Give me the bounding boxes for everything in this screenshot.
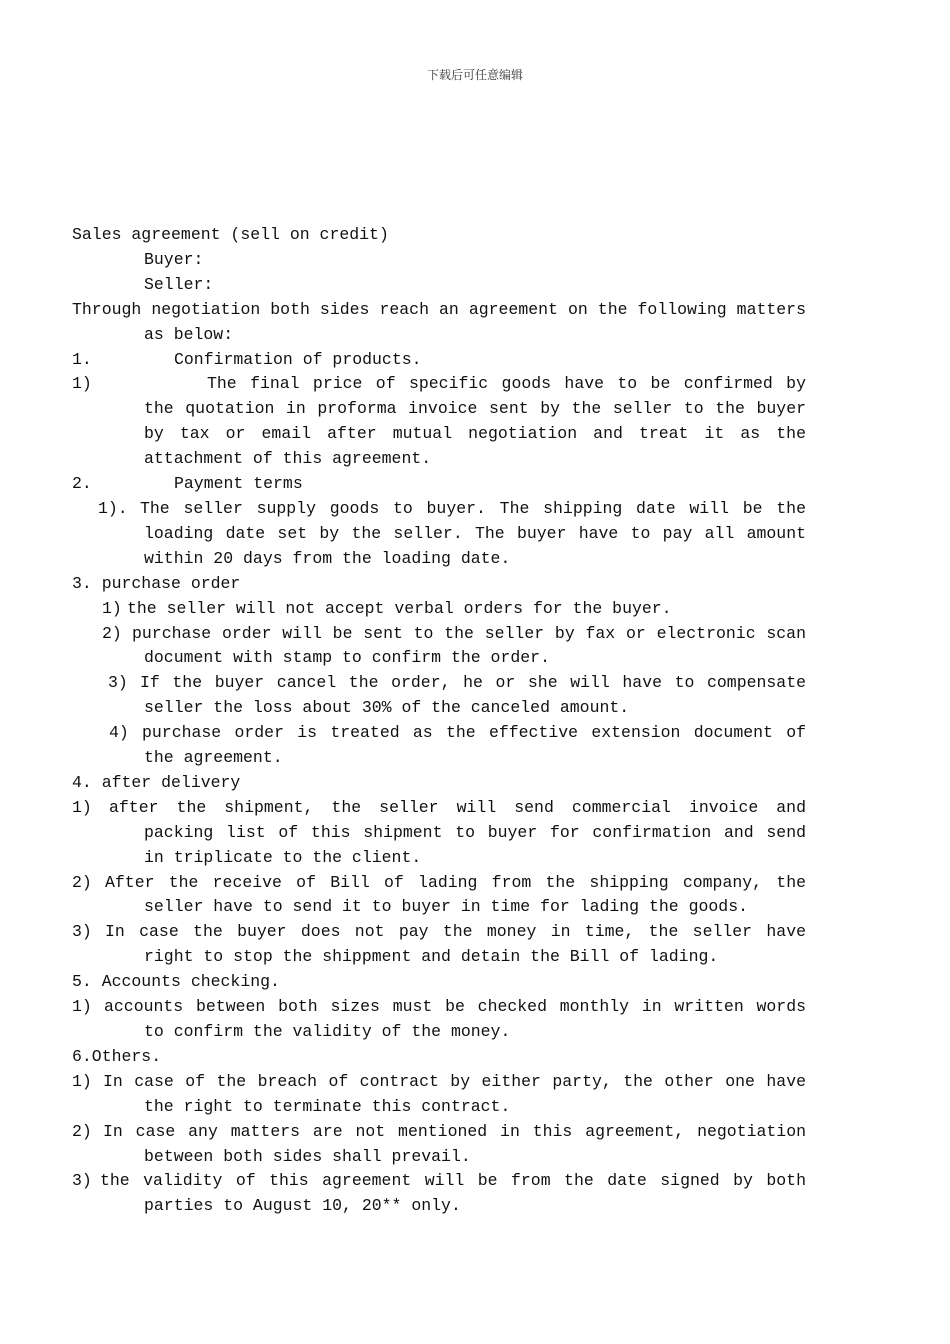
buyer-label: Buyer: (144, 249, 204, 269)
item-text: In case of the breach of contract by either party, the other one have the right to terminate this contract. (103, 1071, 806, 1116)
item-text: The seller supply goods to buyer. The shipping date will be the loading date set by the seller. The buyer have to pay all amount within 20 days from the loading date. (140, 498, 806, 568)
item-text: In case any matters are not mentioned in this agreement, negotiation between both sides shall prevail. (103, 1121, 806, 1166)
section-1-heading (72, 348, 806, 373)
item-number: 1) (72, 374, 92, 394)
section-4-heading: 4. after delivery (72, 772, 241, 792)
section-6-item-3 (72, 1169, 806, 1219)
document-title: Sales agreement (sell on credit) (72, 225, 389, 244)
seller-label: Seller: (144, 274, 214, 294)
item-text: The final price of specific goods have to be confirmed by the quotation in proforma invoice sent by the seller to the buyer by tax or email after mutual negotiation and treat it as the attachment of this agreement. (144, 374, 806, 469)
item-text: If the buyer cancel the order, he or she will have to compensate seller the loss about 30% of the canceled amount. (140, 673, 806, 718)
section-4-item-1 (72, 796, 806, 871)
agreement-body (72, 223, 806, 1219)
section-1-number: 1. (72, 349, 92, 369)
item-number: 2) (72, 872, 92, 892)
item-number: 1) (102, 598, 122, 618)
item-number: 3) (72, 922, 92, 942)
item-text: the validity of this agreement will be from the date signed by both parties to August 10, 20** only. (100, 1171, 806, 1216)
section-4-item-2 (72, 871, 806, 921)
section-3-item-2 (72, 622, 806, 672)
item-number: 1) (72, 797, 92, 817)
section-3-item-1 (72, 597, 806, 622)
section-2-heading (72, 472, 806, 497)
section-3-item-4 (72, 721, 806, 771)
section-3-heading: 3. purchase order (72, 573, 241, 593)
item-number: 4) (109, 723, 129, 743)
item-number: 1) (72, 997, 92, 1017)
item-text: the seller will not accept verbal orders for the buyer. (127, 598, 672, 618)
section-2-item-1 (72, 497, 806, 572)
section-5-item-1 (72, 995, 806, 1045)
item-text: After the receive of Bill of lading from the shipping company, the seller have to send it to buyer in time for lading the goods. (105, 872, 806, 917)
section-2-title: Payment terms (174, 474, 303, 494)
item-number: 1). (98, 498, 128, 518)
section-5-heading: 5. Accounts checking. (72, 972, 280, 992)
section-6-heading: 6.Others. (72, 1046, 162, 1066)
item-number: 3) (108, 673, 128, 693)
item-text: In case the buyer does not pay the money in time, the seller have right to stop the shippment and detain the Bill of lading. (105, 922, 806, 967)
item-text: accounts between both sizes must be checked monthly in written words to confirm the validity of the money. (104, 997, 806, 1041)
page-header-note: 下载后可任意编辑 (426, 68, 523, 82)
item-number: 1) (72, 1071, 92, 1091)
section-1-title: Confirmation of products. (174, 349, 422, 369)
item-text: purchase order will be sent to the seller by fax or electronic scan document with stamp to confirm the order. (132, 623, 806, 668)
section-6-item-2 (72, 1120, 806, 1170)
section-3-item-3 (72, 671, 806, 721)
section-1-item-1 (72, 372, 806, 472)
item-number: 2) (72, 1121, 92, 1141)
item-number: 3) (72, 1171, 92, 1191)
item-text: after the shipment, the seller will send commercial invoice and packing list of this shipment to buyer for confirmation and send in triplicate to the client. (109, 797, 806, 867)
item-number: 2) (102, 623, 122, 643)
section-2-number: 2. (72, 474, 92, 494)
section-6-item-1 (72, 1070, 806, 1120)
intro-paragraph: Through negotiation both sides reach an agreement on the following matters as below: (72, 299, 806, 344)
item-text: purchase order is treated as the effective extension document of the agreement. (142, 723, 806, 768)
section-4-item-3 (72, 920, 806, 970)
